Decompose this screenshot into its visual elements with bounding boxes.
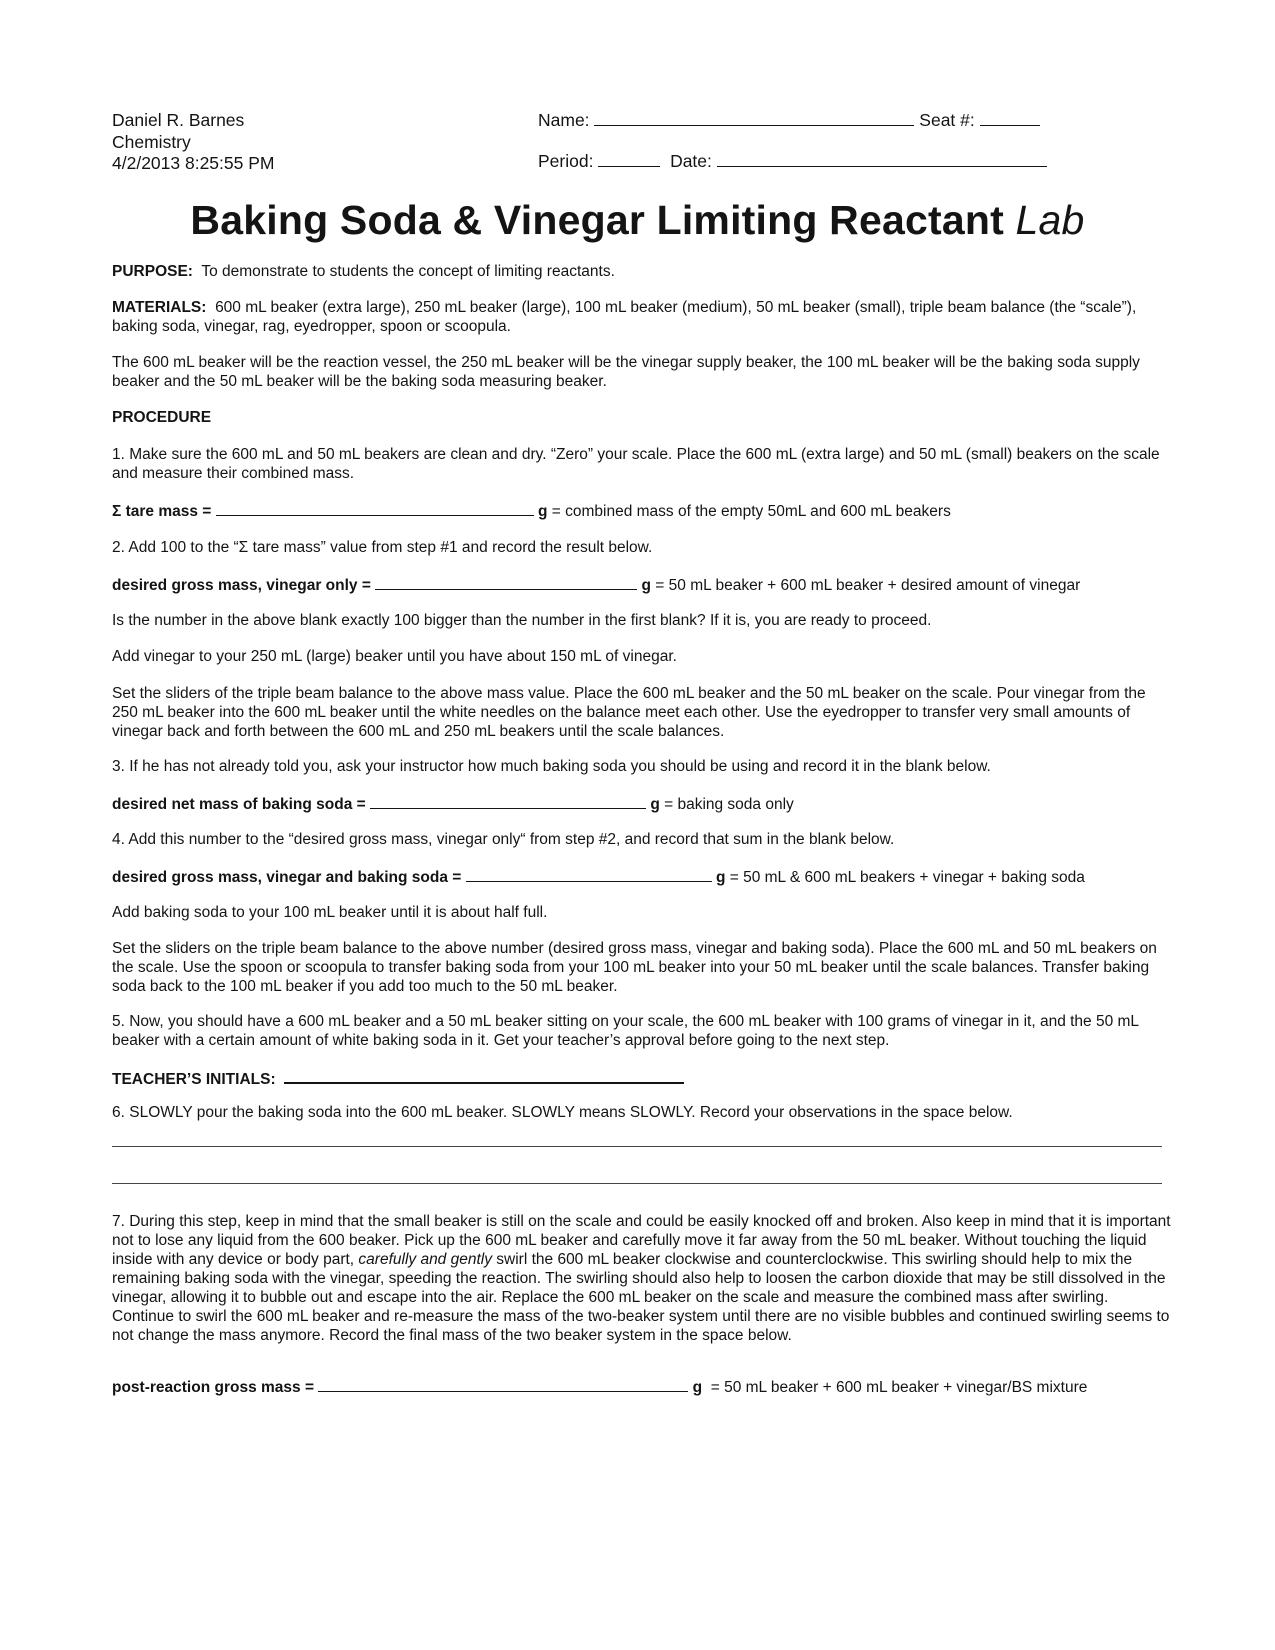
check-paragraph: Is the number in the above blank exactly 100 bigger than the number in the first blank? If it is, you are ready to proceed. [112,612,932,629]
net-soda-blank[interactable] [370,793,646,809]
post-reaction-row [112,1376,1172,1397]
step-1: 1. Make sure the 600 mL and 50 mL beakers are clean and dry. “Zero” your scale. Place the 600 mL (extra large) and 50 mL (small) beakers on the scale and measure their combined mass. [112,446,1160,482]
purpose-section [112,262,1172,281]
step-7-part1: 7. During this step, keep in mind that the small beaker is still on the scale and could be easily knocked off and broken. Also keep in mind that it is important not to lose any liquid from the 600 beaker. Pick up the 600 mL beaker and carefully move it far away from the 50 mL beaker. Without touching the liquid inside with any device or body part, [112,1213,1171,1268]
seat-label: Seat #: [919,110,975,130]
page-title [0,197,1275,244]
post-reaction-blank[interactable] [318,1376,688,1392]
date-label: Date: [670,151,712,171]
purpose-text: To demonstrate to students the concept of limiting reactants. [201,263,615,280]
name-seat-row [538,110,1040,131]
vessels-paragraph: The 600 mL beaker will be the reaction vessel, the 250 mL beaker will be the vinegar supply beaker, the 100 mL beaker will be the baking soda supply beaker and the 50 mL beaker will be the baking soda measuring beaker. [112,354,1140,390]
materials-text: 600 mL beaker (extra large), 250 mL beaker (large), 100 mL beaker (medium), 50 mL beaker (small), triple beam balance (the “scale”), baking soda, vinegar, rag, eyedropper, spoon or scoopula. [112,299,1137,335]
date-blank[interactable] [717,151,1047,167]
net-soda-row [112,793,1172,814]
tare-unit: g [537,503,548,520]
gross-both-row [112,866,1172,887]
period-date-row [538,151,1047,172]
title-main: Baking Soda & Vinegar Limiting Reactant [190,197,1004,243]
net-soda-desc: = baking soda only [664,796,794,813]
seat-blank[interactable] [980,110,1040,126]
procedure-heading: PROCEDURE [112,409,212,426]
step-7 [112,1212,1172,1345]
post-reaction-unit: g [692,1379,703,1396]
add-vinegar-paragraph: Add vinegar to your 250 mL (large) beaker until you have about 150 mL of vinegar. [112,648,677,665]
author: Daniel R. Barnes [112,110,245,130]
gross-vinegar-row [112,574,1172,595]
title-italic: Lab [1015,197,1085,243]
step-6: 6. SLOWLY pour the baking soda into the 600 mL beaker. SLOWLY means SLOWLY. Record your observations in the space below. [112,1104,1013,1121]
step-7-italic: carefully and gently [358,1251,492,1268]
tare-blank[interactable] [216,500,534,516]
step-7-part2: swirl the 600 mL beaker clockwise and counterclockwise. This swirling should help to mix the remaining baking soda with the vinegar, speeding the reaction. The swirling should also help to loosen the carbon dioxide that may be still dissolved in the vinegar, allowing it to bubble out and escape into the air. Replace the 600 mL beaker on the scale and measure the combined mass after swirling. Continue to swirl the 600 mL beaker and re-measure the mass of the two-beaker system until there are no visible bubbles and continued swirling seems to not change the mass anymore. Record the final mass of the two beaker system in the space below. [112,1251,1170,1344]
header-info [112,110,274,175]
sliders-paragraph-2: Set the sliders on the triple beam balance to the above number (desired gross mass, vinegar and baking soda). Place the 600 mL and 50 mL beakers on the scale. Use the spoon or scoopula to transfer baking soda from your 100 mL beaker into your 50 mL beaker until the scale balances. Transfer baking soda back to the 100 mL beaker if you add too much to the 50 mL beaker. [112,940,1157,995]
gross-both-blank[interactable] [466,866,712,882]
subject: Chemistry [112,131,191,152]
materials-label: MATERIALS: [112,299,207,316]
gross-vinegar-label: desired gross mass, vinegar only = [112,577,371,594]
teacher-initials-blank[interactable] [284,1067,684,1084]
step-3: 3. If he has not already told you, ask your instructor how much baking soda you should be using and record it in the blank below. [112,758,991,775]
net-soda-label: desired net mass of baking soda = [112,796,366,813]
post-reaction-label: post-reaction gross mass = [112,1379,314,1396]
post-reaction-desc: = 50 mL beaker + 600 mL beaker + vinegar/BS mixture [710,1379,1088,1396]
tare-label: Σ tare mass = [112,503,212,520]
gross-both-label: desired gross mass, vinegar and baking soda = [112,869,462,886]
gross-vinegar-unit: g [641,577,651,594]
gross-both-desc: = 50 mL & 600 mL beakers + vinegar + baking soda [729,869,1085,886]
observation-line-1[interactable] [112,1146,1162,1147]
period-label: Period: [538,151,594,171]
gross-vinegar-blank[interactable] [375,574,637,590]
observation-line-2[interactable] [112,1183,1162,1184]
step-4: 4. Add this number to the “desired gross mass, vinegar only“ from step #2, and record that sum in the blank below. [112,831,895,848]
name-blank[interactable] [594,110,914,126]
tare-desc: = combined mass of the empty 50mL and 600 mL beakers [551,503,951,520]
purpose-label: PURPOSE: [112,263,193,280]
gross-vinegar-desc: = 50 mL beaker + 600 mL beaker + desired amount of vinegar [655,577,1081,594]
net-soda-unit: g [650,796,660,813]
name-label: Name: [538,110,590,130]
step-5: 5. Now, you should have a 600 mL beaker and a 50 mL beaker sitting on your scale, the 600 mL beaker with 100 grams of vinegar in it, and the 50 mL beaker with a certain amount of white baking soda in it. Get your teacher’s approval before going to the next step. [112,1013,1139,1049]
gross-both-unit: g [715,869,726,886]
add-soda-paragraph: Add baking soda to your 100 mL beaker until it is about half full. [112,904,548,921]
period-blank[interactable] [598,151,660,167]
step-2: 2. Add 100 to the “Σ tare mass” value from step #1 and record the result below. [112,539,653,556]
datetime: 4/2/2013 8:25:55 PM [112,153,275,173]
teacher-initials-label: TEACHER’S INITIALS: [112,1071,276,1088]
materials-section [112,298,1172,336]
tare-mass-row [112,500,1172,521]
teacher-initials-row [112,1067,1172,1089]
sliders-paragraph-1: Set the sliders of the triple beam balance to the above mass value. Place the 600 mL beaker and the 50 mL beaker on the scale. Pour vinegar from the 250 mL beaker into the 600 mL beaker until the white needles on the balance meet each other. Use the eyedropper to transfer very small amounts of vinegar back and forth between the 600 mL and 250 mL beakers until the scale balances. [112,685,1146,740]
